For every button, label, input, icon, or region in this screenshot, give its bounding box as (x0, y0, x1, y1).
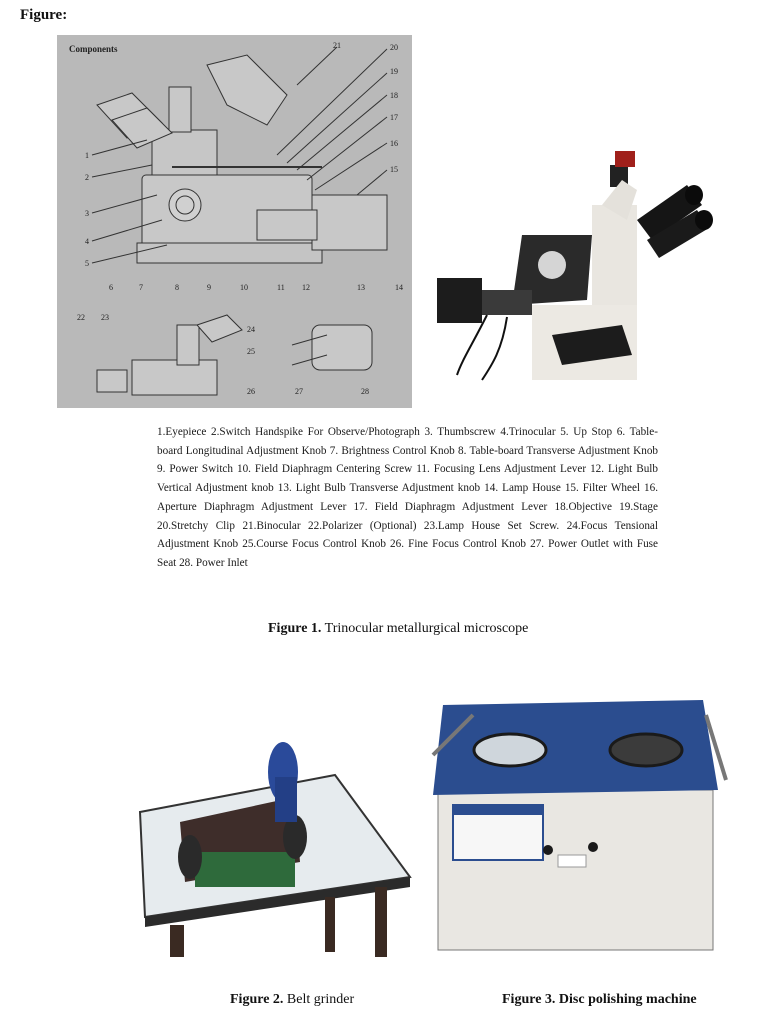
legend-item: 2.Switch Handspike For Observe/Photograph (211, 426, 425, 438)
diagram-number: 14 (395, 283, 403, 292)
legend-item: 13. Light Bulb Transverse Adjustment knob (277, 482, 485, 495)
diagram-number: 17 (390, 113, 398, 122)
diagram-number: 6 (109, 283, 113, 292)
legend-item: 16. Aperture Diaphragm Adjustment Lever (157, 482, 658, 513)
microscope-diagram (57, 35, 412, 408)
diagram-number: 8 (175, 283, 179, 292)
diagram-number: 3 (85, 209, 89, 218)
diagram-number: 11 (277, 283, 285, 292)
legend-item: 11. Focusing Lens Adjustment Lever (416, 463, 591, 476)
legend-item: 4.Trinocular (500, 426, 561, 438)
component-legend (157, 423, 658, 573)
diagram-number: 26 (247, 387, 255, 396)
diagram-number: 2 (85, 173, 89, 182)
diagram-number: 12 (302, 283, 310, 292)
legend-item: 18.Objective (554, 500, 620, 513)
diagram-number: 1 (85, 151, 89, 160)
legend-item: 23.Lamp House Set Screw. (423, 519, 567, 532)
diagram-number: 10 (240, 283, 248, 292)
diagram-number: 25 (247, 347, 255, 356)
figure-2-text: Belt grinder (286, 992, 355, 1007)
legend-item: 19.Stage (619, 500, 658, 513)
diagram-number: 4 (85, 237, 89, 246)
figure-1-label: Figure 1. (268, 621, 322, 636)
legend-item: 5. Up Stop (560, 426, 617, 438)
diagram-drawing (57, 35, 412, 408)
disc-polishing-photo (428, 695, 728, 955)
page-heading: Figure: (20, 7, 68, 23)
diagram-number: 13 (357, 283, 365, 292)
diagram-number: 15 (390, 165, 398, 174)
legend-item: 17. Field Diaphragm Adjustment Lever (353, 500, 555, 513)
diagram-number: 27 (295, 387, 303, 396)
legend-item: 6. Table-board Longitudinal Adjustment Knob (157, 426, 658, 457)
diagram-number: 5 (85, 259, 89, 268)
legend-item: 25.Course Focus Control Knob (242, 538, 391, 551)
figure-2-label: Figure 2. (230, 992, 284, 1007)
legend-item: 21.Binocular (242, 519, 309, 532)
legend-item: 28. Power Inlet (179, 556, 248, 569)
figure-1-caption (268, 621, 528, 637)
legend-item: 3. Thumbscrew (424, 426, 501, 438)
legend-item: 10. Field Diaphragm Centering Screw (236, 463, 417, 476)
legend-item: 15. Filter Wheel (564, 482, 645, 495)
legend-item: 14. Lamp House (484, 482, 565, 495)
microscope-photo (432, 145, 727, 385)
figure-3-label: Figure 3. (502, 992, 556, 1007)
diagram-number: 21 (333, 41, 341, 50)
diagram-number: 22 (77, 313, 85, 322)
legend-item: 24.Focus Tensional Adjustment Knob (157, 519, 658, 551)
legend-item: 12. Light Bulb Vertical Adjustment knob (157, 463, 658, 495)
legend-item: 9. Power Switch (157, 463, 237, 476)
legend-item: 26. Fine Focus Control Knob (390, 538, 531, 551)
diagram-number: 7 (139, 283, 143, 292)
figure-3-caption (502, 992, 697, 1008)
legend-item: 1.Eyepiece (157, 426, 212, 438)
diagram-number: 18 (390, 91, 398, 100)
diagram-number: 20 (390, 43, 398, 52)
legend-item: 22.Polarizer (Optional) (308, 519, 424, 532)
figure-1-text: Trinocular metallurgical microscope (324, 621, 529, 636)
diagram-number: 23 (101, 313, 109, 322)
figure-2-caption (230, 992, 354, 1008)
belt-grinder-photo (135, 737, 415, 957)
legend-item: 27. Power Outlet with Fuse Seat (157, 538, 659, 569)
figure-3-text: Disc polishing machine (558, 992, 697, 1007)
diagram-title: Components (69, 44, 118, 54)
legend-item: 8. Table-board Transverse Adjustment Knob (458, 444, 659, 457)
diagram-number: 28 (361, 387, 369, 396)
legend-item: 20.Stretchy Clip (157, 519, 243, 532)
diagram-number: 9 (207, 283, 211, 292)
diagram-number: 19 (390, 67, 398, 76)
diagram-number: 24 (247, 325, 255, 334)
legend-item: 7. Brightness Control Knob (329, 444, 459, 457)
diagram-number: 16 (390, 139, 398, 148)
